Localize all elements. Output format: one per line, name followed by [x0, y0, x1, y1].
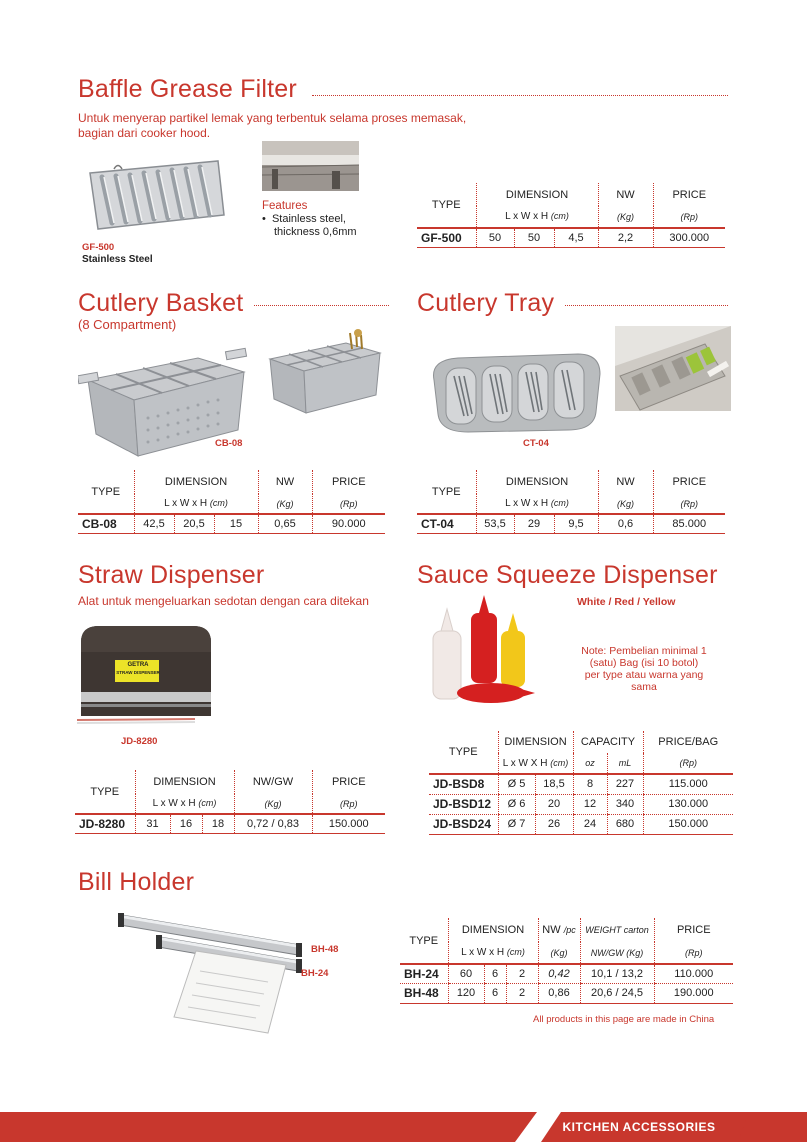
- straw-dispenser-description: Alat untuk mengeluarkan sedotan dengan cara ditekan: [78, 594, 369, 608]
- table-row: CB-08 42,5 20,5 15 0,65 90.000: [78, 514, 385, 533]
- dimension-header: DIMENSION: [476, 183, 598, 206]
- table-row: JD-BSD24 Ø 7 26 24 680 150.000: [429, 814, 733, 834]
- price-header: PRICE: [653, 183, 725, 206]
- features-heading: Features: [262, 200, 308, 212]
- price-header: PRICE: [312, 770, 385, 794]
- price-header: PRICE: [654, 918, 733, 942]
- table-row: BH-24 60 6 2 0,42 10,1 / 13,2 110.000: [400, 964, 733, 983]
- nw-header: NW: [598, 183, 653, 206]
- sauce-dispenser-title: Sauce Squeeze Dispenser: [417, 561, 718, 589]
- dimension-header: DIMENSION: [448, 918, 538, 942]
- price-bag-header: PRICE/BAG: [643, 731, 733, 753]
- capacity-header: CAPACITY: [573, 731, 643, 753]
- bh48-label: BH-48: [311, 944, 339, 955]
- made-in-note: All products in this page are made in China: [533, 1014, 715, 1025]
- baffle-spec-table: TYPE DIMENSION NW PRICE L x W x H (cm) (Kg) (Rp) GF-500 50 50 4,5 2,2 300.000: [417, 183, 725, 248]
- table-row: JD-BSD8 Ø 5 18,5 8 227 115.000: [429, 774, 733, 794]
- baffle-description: Untuk menyerap partikel lemak yang terbentuk selama proses memasak, bagian dari cooker hood.: [78, 111, 467, 140]
- nw-header: NW: [258, 470, 312, 494]
- cutlery-tray-spec-table: TYPE DIMENSION NW PRICE L x W x H (cm) (Kg) (Rp) CT-04 53,5 29 9,5 0,6 85.000: [417, 470, 725, 534]
- title-rule: [565, 305, 728, 306]
- table-row: BH-48 120 6 2 0,86 20,6 / 24,5 190.000: [400, 983, 733, 1003]
- dimension-header: DIMENSION: [498, 731, 573, 753]
- footer-section-label: KITCHEN ACCESSORIES: [562, 1120, 716, 1134]
- sauce-dispenser-spec-table: TYPE DIMENSION CAPACITY PRICE/BAG L x W X H (cm) oz mL (Rp) JD-BSD8 Ø 5 18,5 8 227 115.000 JD-BSD12 Ø 6 20 12 340 130.000 JD-BSD24 Ø 7 26 24 680 150.000: [429, 731, 733, 835]
- baffle-code: GF-500: [82, 242, 115, 253]
- features-list: • Stainless steel, thickness 0,6mm: [262, 213, 357, 238]
- footer-tab-edge: [738, 1114, 752, 1142]
- title-rule: [254, 305, 389, 306]
- nw-header: NW: [598, 470, 653, 494]
- straw-dispenser-code: JD-8280: [121, 736, 158, 747]
- cutlery-tray-code: CT-04: [523, 438, 549, 449]
- type-header: TYPE: [91, 485, 121, 498]
- sauce-dispenser-colors: White / Red / Yellow: [577, 596, 676, 608]
- cutlery-tray-title: Cutlery Tray: [417, 289, 555, 317]
- sauce-minimum-note: Note: Pembelian minimal 1 (satu) Bag (isi 10 botol) per type atau warna yang sama: [581, 645, 707, 693]
- baffle-filter-image: [78, 155, 228, 235]
- type-header: TYPE: [431, 199, 461, 211]
- weight-carton-header: WEIGHT carton: [580, 918, 654, 942]
- nwgw-header: NW/GW: [234, 770, 312, 794]
- cutlery-basket-subtitle: (8 Compartment): [78, 317, 177, 332]
- cutlery-basket-code: CB-08: [215, 438, 243, 449]
- type-header: TYPE: [409, 934, 439, 947]
- dimension-header: DIMENSION: [476, 470, 598, 494]
- cutlery-basket-spec-table: TYPE DIMENSION NW PRICE L x W x H (cm) (Kg) (Rp) CB-08 42,5 20,5 15 0,65 90.000: [78, 470, 385, 534]
- bill-holder-title: Bill Holder: [78, 868, 195, 896]
- dimension-header: DIMENSION: [134, 470, 258, 494]
- kitchen-hood-photo: [262, 141, 359, 191]
- cutlery-tray-image: [428, 350, 603, 435]
- table-row: CT-04 53,5 29 9,5 0,6 85.000: [417, 514, 725, 533]
- type-header: TYPE: [90, 785, 120, 798]
- type-header: TYPE: [431, 485, 461, 498]
- baffle-material: Stainless Steel: [82, 254, 153, 265]
- bill-holder-spec-table: TYPE DIMENSION NW /pc WEIGHT carton PRICE L x W x H (cm) (Kg) NW/GW (Kg) (Rp) BH-24 60 6 2 0,42 10,1 / 13,2 110.000 BH-48 120 6 2 0,86 20,6 / 24,5 190.000: [400, 918, 733, 1004]
- straw-dispenser-spec-table: TYPE DIMENSION NW/GW PRICE L x W x H (cm) (Kg) (Rp) JD-8280 31 16 18 0,72 / 0,83 150.000: [75, 770, 385, 834]
- price-header: PRICE: [312, 470, 385, 494]
- straw-dispenser-title: Straw Dispenser: [78, 561, 265, 589]
- cutlery-basket-title: Cutlery Basket: [78, 289, 244, 317]
- cutlery-tray-drawer-photo: [615, 326, 731, 411]
- sauce-bottles-image: [427, 595, 537, 710]
- title-rule: [312, 95, 728, 96]
- straw-dispenser-brand-label: GETRA STRAW DISPENSER: [116, 662, 160, 675]
- nw-header: NW /pc: [538, 918, 580, 942]
- bh24-label: BH-24: [301, 968, 329, 979]
- table-row: GF-500 50 50 4,5 2,2 300.000: [417, 228, 725, 247]
- price-header: PRICE: [653, 470, 725, 494]
- dimension-header: DIMENSION: [135, 770, 234, 794]
- baffle-title: Baffle Grease Filter: [78, 75, 297, 103]
- cutlery-basket-with-utensils-image: [262, 325, 382, 415]
- bill-holder-image: [118, 905, 308, 1035]
- type-header: TYPE: [448, 746, 478, 758]
- table-row: JD-8280 31 16 18 0,72 / 0,83 150.000: [75, 814, 385, 833]
- table-row: JD-BSD12 Ø 6 20 12 340 130.000: [429, 794, 733, 814]
